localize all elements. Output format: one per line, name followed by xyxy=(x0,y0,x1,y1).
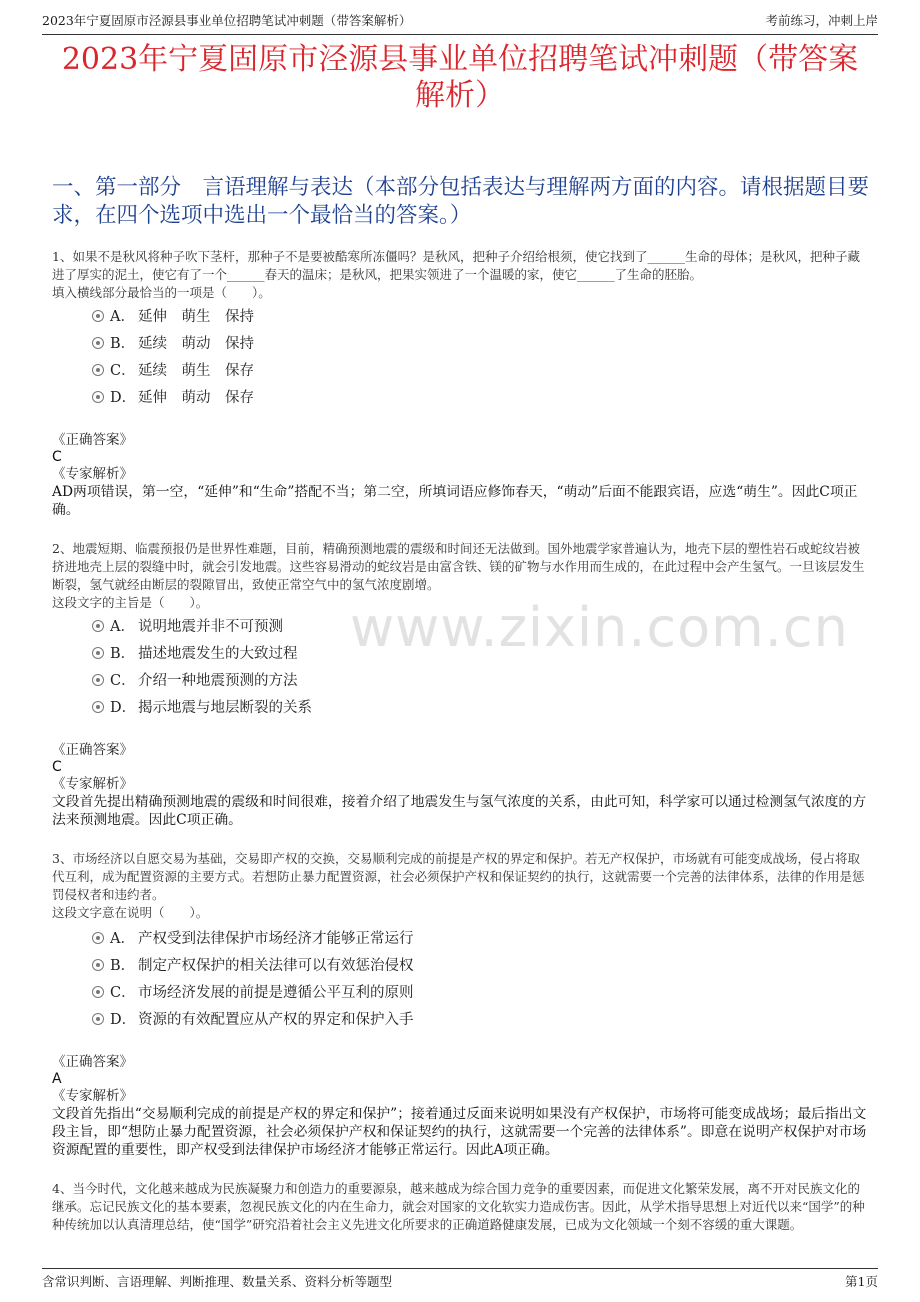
answer-label: 《正确答案》 xyxy=(52,432,133,448)
answer-value: C xyxy=(52,449,62,465)
analysis-text: 文段首先指出“交易顺利完成的前提是产权的界定和保护”；接着通过反面来说明如果没有产权保护，市场将可能变成战场；最后指出文段主旨，即“想防止暴力配置资源，社会必须保护产权和保证契约的执行，这就需要一个完善的法律体系”。即意在说明产权保护对市场资源配置的重要性，即产权受到法律保护市场经济才能够正常运行。因此A项正确。 xyxy=(52,1106,867,1158)
analysis-text: 文段首先提出精确预测地震的震级和时间很难，接着介绍了地震发生与氢气浓度的关系，由此可知，科学家可以通过检测氢气浓度的方法来预测地震。因此C项正确。 xyxy=(52,794,867,828)
radio-icon[interactable] xyxy=(92,647,104,659)
header-doc-title: 2023年宁夏固原市泾源县事业单位招聘笔试冲刺题（带答案解析） xyxy=(42,13,412,28)
option-c[interactable]: C． 市场经济发展的前提是遵循公平互利的原则 xyxy=(92,980,414,1007)
watermark: www.zixin.com.cn xyxy=(350,596,849,659)
analysis-label: 《专家解析》 xyxy=(52,776,133,792)
option-d[interactable]: D． 揭示地震与地层断裂的关系 xyxy=(92,695,312,722)
question-1-options xyxy=(92,304,254,412)
header-slogan: 考前练习，冲刺上岸 xyxy=(765,13,878,28)
question-2-solution xyxy=(52,742,870,829)
question-stem: 2、地震短期、临震预报仍是世界性难题，目前，精确预测地震的震级和时间还无法做到。国外地震学家普遍认为，地壳下层的塑性岩石或蛇纹岩被挤进地壳上层的裂缝中时，就会引发地震。这些容易滑动的蛇纹岩是由富含铁、镁的矿物与水作用而生成的，在此过程中会产生氢气。一旦该层发生断裂，氢气就经由断层的裂隙冒出，致使正常空气中的氢气浓度剧增。 xyxy=(52,541,865,592)
option-b[interactable]: B． 描述地震发生的大致过程 xyxy=(92,641,312,668)
question-4 xyxy=(52,1180,870,1234)
page-header xyxy=(42,10,878,35)
answer-label: 《正确答案》 xyxy=(52,1054,133,1070)
question-1 xyxy=(52,248,870,302)
radio-icon[interactable] xyxy=(92,391,104,403)
radio-icon[interactable] xyxy=(92,364,104,376)
radio-icon[interactable] xyxy=(92,1013,104,1025)
radio-icon[interactable] xyxy=(92,337,104,349)
question-prompt: 这段文字意在说明（ ）。 xyxy=(52,905,209,920)
analysis-label: 《专家解析》 xyxy=(52,1088,133,1104)
option-a[interactable]: A． 产权受到法律保护市场经济才能够正常运行 xyxy=(92,926,414,953)
option-a[interactable]: A． 说明地震并非不可预测 xyxy=(92,614,312,641)
question-3 xyxy=(52,850,870,922)
question-2 xyxy=(52,540,870,612)
section-heading: 一、第一部分 言语理解与表达（本部分包括表达与理解两方面的内容。请根据题目要求，在四个选项中选出一个最恰当的答案。） xyxy=(52,175,870,228)
option-d[interactable]: D． 延伸 萌动 保存 xyxy=(92,385,254,412)
question-prompt: 这段文字的主旨是（ ）。 xyxy=(52,595,209,610)
option-b[interactable]: B． 延续 萌动 保持 xyxy=(92,331,254,358)
answer-value: C xyxy=(52,759,62,775)
question-2-options xyxy=(92,614,312,722)
radio-icon[interactable] xyxy=(92,674,104,686)
radio-icon[interactable] xyxy=(92,620,104,632)
option-c[interactable]: C． 介绍一种地震预测的方法 xyxy=(92,668,312,695)
document-title: 2023年宁夏固原市泾源县事业单位招聘笔试冲刺题（带答案解析） xyxy=(61,42,859,113)
question-stem: 3、市场经济以自愿交易为基础，交易即产权的交换，交易顺利完成的前提是产权的界定和保护。若无产权保护，市场就有可能变成战场，侵占将取代互利，成为配置资源的主要方式。若想防止暴力配置资源，社会必须保护产权和保证契约的执行，这就需要一个完善的法律体系，法律的作用是惩罚侵权者和违约者。 xyxy=(52,851,865,902)
footer-topics: 含常识判断、言语理解、判断推理、数量关系、资料分析等题型 xyxy=(42,1274,393,1289)
radio-icon[interactable] xyxy=(92,310,104,322)
radio-icon[interactable] xyxy=(92,986,104,998)
answer-value: A xyxy=(52,1071,62,1087)
analysis-label: 《专家解析》 xyxy=(52,466,133,482)
option-c[interactable]: C． 延续 萌生 保存 xyxy=(92,358,254,385)
analysis-text: AD两项错误，第一空，“延伸”和“生命”搭配不当；第二空，所填词语应修饰春天，“萌动”后面不能跟宾语，应选“萌生”。因此C项正确。 xyxy=(52,484,858,518)
radio-icon[interactable] xyxy=(92,959,104,971)
option-b[interactable]: B． 制定产权保护的相关法律可以有效惩治侵权 xyxy=(92,953,414,980)
question-3-options xyxy=(92,926,414,1034)
question-prompt: 填入横线部分最恰当的一项是（ ）。 xyxy=(52,285,271,300)
option-a[interactable]: A． 延伸 萌生 保持 xyxy=(92,304,254,331)
answer-label: 《正确答案》 xyxy=(52,742,133,758)
radio-icon[interactable] xyxy=(92,701,104,713)
question-1-solution xyxy=(52,432,870,519)
radio-icon[interactable] xyxy=(92,932,104,944)
option-d[interactable]: D． 资源的有效配置应从产权的界定和保护入手 xyxy=(92,1007,414,1034)
page-number: 第1页 xyxy=(845,1274,878,1289)
question-stem: 1、如果不是秋风将种子吹下茎杆，那种子不是要被酷寒所冻僵吗？是秋风，把种子介绍给根须，使它找到了______生命的母体；是秋风，把种子藏进了厚实的泥土，使它有了一个______春天的温床；是秋风，把果实领进了一个温暖的家，使它______了生命的胚胎。 xyxy=(52,249,860,282)
page-footer xyxy=(42,1268,878,1293)
question-stem: 4、当今时代，文化越来越成为民族凝聚力和创造力的重要源泉，越来越成为综合国力竞争的重要因素，而促进文化繁荣发展，离不开对民族文化的继承。忘记民族文化的基本要素，忽视民族文化的内在生命力，就会对国家的文化软实力造成伤害。因此，从学术指导思想上对近代以来“国学”的种种传统加以认真清理总结，使“国学”研究沿着社会主义先进文化所要求的正确道路健康发展，已成为文化领域一个刻不容缓的重大课题。 xyxy=(52,1181,865,1232)
question-3-solution xyxy=(52,1054,870,1159)
